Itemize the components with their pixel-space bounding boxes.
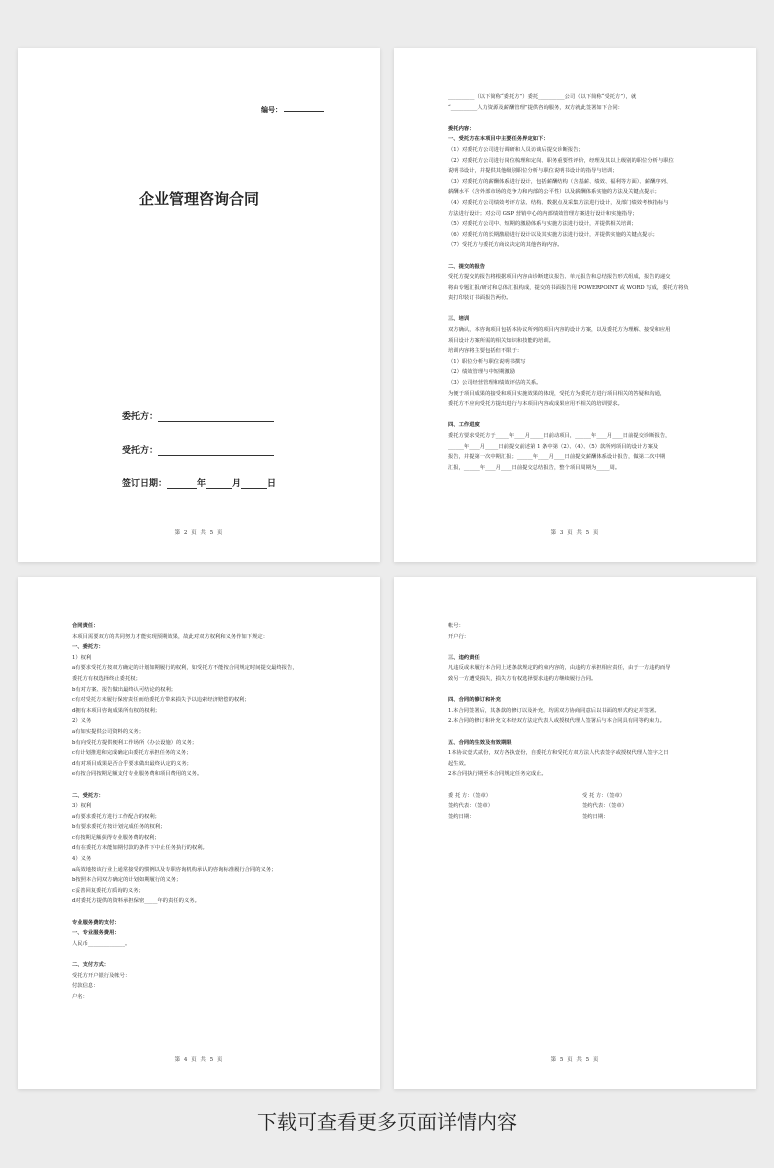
text-line: 委托方不应向受托方提出进行与本项目内容或成果应用不相关的培训要求。 (448, 401, 623, 408)
section-heading: 五、合同的生效及有效期限 (448, 739, 512, 746)
contract-number (261, 105, 324, 115)
text-line: 薪酬水平（含外部市场的竞争力和内部的公平性）以及薪酬体系实施的方法及关键点提示； (448, 189, 660, 196)
text-line: a有要求委托方进行工作配合的权利； (72, 813, 160, 820)
text-line: 帐号： (448, 623, 464, 629)
section-heading: 三、培训 (448, 316, 470, 323)
text-line: “__________人力资源及薪酬管理”提供咨询服务，双方就此签署如下合同： (448, 104, 623, 111)
section-heading: 四、工作进度 (448, 422, 480, 429)
text-line: 说明书设计，并提供其他级别职位分析与职位说明书设计的指导与培训； (448, 168, 618, 175)
text-line: （4）对委托方公司绩效考评方法、结构、数据点及采集方法进行设计，及部门绩效考核指标与 (448, 199, 669, 206)
text-line: （6）对委托方的长期激励进行设计以及其实施方法进行设计，并提供实施的关键点提示； (448, 231, 658, 238)
text-line: c有计划推进和完成确定由委托方承担任务的义务； (72, 750, 192, 757)
text-line: 受托方开户银行及帐号： (72, 972, 131, 979)
text-line: c有按期足额获得专业服务费的权利； (72, 834, 160, 841)
client-field (122, 409, 274, 422)
spacer (448, 251, 716, 262)
contract-page-4 (18, 577, 380, 1089)
section-heading: 一、专业服务费用： (72, 930, 120, 937)
text-line: c妥善回复委托方质询的义务； (72, 887, 144, 894)
signature-block (448, 791, 716, 823)
text-line: 委托方有权选择终止委托权； (72, 675, 141, 682)
text-line: __________（以下简称“委托方”）委托__________公司（以下简称“受托方”），就 (448, 94, 637, 100)
page-body (72, 621, 340, 1002)
text-line: 3）权利 (72, 803, 92, 810)
signature-line: 签约日期： (582, 813, 609, 820)
spacer (448, 780, 716, 791)
section-heading: 二、受托方： (72, 792, 104, 799)
text-line: 户名： (72, 993, 88, 1000)
agent-field (122, 443, 274, 456)
text-line: d有对项目成果是否合乎要求做出最终认定的义务； (72, 760, 192, 767)
text-line: （5）对委托方公司中、短期的激励体系与实施方法进行设计，并提供相关培训； (448, 221, 637, 228)
text-line: 1本协议壹式贰份，双方各执壹份，自委托方和受托方双方法人代表签字或授权代理人签字之日 (448, 750, 669, 757)
download-caption: 下载可查看更多页面详情内容 (257, 1110, 517, 1134)
text-line: 汇报，______年____月____日前提交总结报告，整个项目周期为_____周。 (448, 464, 621, 471)
text-line: 双方确认，本咨询项目包括本协议所列的项目内容的设计方案，以及委托方为理解、接受和应用 (448, 327, 671, 334)
spacer (448, 685, 716, 696)
text-line: 本项目需要双方的共同努力才能实现预期效果，故此对双方权利和义务作如下规定： (72, 633, 268, 640)
sign-date-field (122, 476, 276, 489)
contract-title: 企业管理咨询合同 (138, 190, 259, 208)
spacer (448, 113, 716, 124)
text-line: 2）义务 (72, 718, 92, 725)
text-line: c有对受托方未履行保密责任而给委托方带来损失予以追索经济赔偿的权利； (72, 697, 250, 704)
text-line: 1.本合同签署后，其条款的修订以及补充，均需双方协商同意后以书面的形式约定并签署。 (448, 707, 660, 714)
page-footer: 第 2 页 共 5 页 (174, 530, 224, 536)
text-line: a高效地按该行业上通常接受的惯例以及专职咨询机构承认的咨询标准履行合同的义务； (72, 866, 277, 873)
spacer (448, 727, 716, 738)
text-line: （2）对委托方公司进行岗位梳理和定岗、职务重要性评价，经理及其以上级别的职位分析与职位 (448, 157, 674, 164)
client-label: 委托方： (122, 412, 159, 422)
text-line: 4）义务 (72, 856, 92, 863)
spacer (72, 907, 340, 918)
page-footer: 第 4 页 共 5 页 (174, 1057, 224, 1063)
page-body (448, 92, 716, 473)
text-line: 委托方要求受托方于_____年____月_____日前动项目，______年____月____日前提交诊断报告， (448, 433, 671, 439)
text-line: （1）对委托方公司进行调研和人员访谈后提交诊断报告； (448, 146, 584, 153)
signature-line: 签约日期： (448, 813, 475, 820)
text-line: （3）公司经营管理和绩效评估的关系。 (448, 380, 542, 387)
text-line: （7）受托方与委托方商议决定的其他咨询内容。 (448, 242, 563, 249)
text-line: 2本合同执行期至本合同规定任务完成止。 (448, 771, 547, 778)
section-heading: 专业服务费的支付： (72, 919, 120, 926)
text-line: b有要求委托方按计划完成任务的权利； (72, 824, 166, 831)
signature-line: 签约代表：（签章） (582, 803, 628, 810)
signature-line: 受 托 方：（签章） (582, 792, 626, 799)
text-line: 报告，并提第一次中期汇报；______年____月____日前提交薪酬体系设计报告，做第二次中期 (448, 454, 666, 461)
signature-line: 委 托 方：（签章） (448, 792, 492, 799)
text-line: 1）权利 (72, 654, 92, 661)
text-line: ______年____月_____日前提交前述第 1 条中第（2）、（4）、（5）款所列项目的设计方案及 (448, 443, 659, 450)
text-line: 凡违反或未履行本合同上述条款规定的约束内容的，由违约方承担相应责任，由于一方违约而导 (448, 665, 671, 672)
text-line: b按照本合同双方确定的计划如期履行的义务； (72, 877, 182, 884)
text-line: d对委托方提供的资料承担保密_____年的责任的义务。 (72, 898, 200, 905)
text-line: 为便于项目成果的接受和项目实施效果的体现，受托方为委托方进行项目相关的答疑和沟通， (448, 390, 666, 397)
text-line: 项目设计方案所需的相关知识和技能的培训。 (448, 337, 554, 344)
day-label: 日 (267, 479, 277, 489)
section-heading: 一、委托方： (72, 644, 104, 651)
cover-page (18, 48, 380, 562)
text-line: （1）职位分析与职位说明书撰写 (448, 358, 526, 365)
text-line: d有在委托方未能如期付款的条件下中止任务执行的权利。 (72, 845, 208, 852)
section-heading: 合同责任： (72, 623, 99, 629)
sign-date-label: 签订日期： (122, 479, 168, 489)
text-line: a有要求受托方按双方确定的计划如期履行的权利，如受托方不能按合同规定时间提交最终报告， (72, 665, 298, 672)
year-label: 年 (197, 479, 207, 489)
text-line: 人民币______________。 (72, 940, 131, 947)
contract-page-5 (394, 577, 756, 1089)
client-signature (448, 791, 582, 823)
spacer (72, 780, 340, 791)
section-heading: 三、违约责任 (448, 654, 480, 661)
text-line: 将由专题汇报/研讨和总体汇报构成，提交的书面报告用 POWERPOINT 或 WORD 写成，委托方将负 (448, 284, 689, 291)
section-heading: 四、合同的修订和补充 (448, 697, 501, 704)
text-line: （2）绩效管理与中短期激励 (448, 369, 515, 376)
agent-signature (582, 791, 716, 823)
text-line: 方法进行设计；对公司 GSP 营销中心的内部绩效管理方案进行设计和实施指导； (448, 210, 638, 217)
spacer (72, 949, 340, 960)
contract-page-3 (394, 48, 756, 562)
spacer (448, 642, 716, 653)
contract-number-label: 编号： (261, 105, 282, 114)
agent-label: 受托方： (122, 446, 159, 456)
signature-line: 签约代表：（签章） (448, 803, 494, 810)
spacer (448, 410, 716, 421)
section-heading: 二、支付方式： (72, 962, 110, 968)
text-line: 致另一方遭受损失，损失方有权选择要求违约方继续履行合同。 (448, 675, 597, 682)
section-heading: 委托内容： (448, 125, 475, 132)
section-heading: 一、受托方在本项目中主要任务界定如下： (448, 136, 549, 143)
text-line: （3）对委托方的薪酬体系进行设计，包括薪酬结构（含基薪、绩效、福利等方面）、薪酬序列、 (448, 178, 672, 185)
text-line: 培训内容将主要包括但不限于： (448, 348, 523, 355)
text-line: 起生效。 (448, 760, 470, 767)
section-heading: 二、提交的报告 (448, 263, 486, 270)
text-line: 开户行： (448, 633, 470, 640)
text-line: 付款信息： (72, 983, 99, 990)
text-line: b有对方案、报告做出最终认可结论的权利； (72, 686, 177, 693)
page-footer: 第 5 页 共 5 页 (550, 1057, 600, 1063)
text-line: b有向受托方提供便利工作场所（办公设施）的义务； (72, 739, 198, 746)
text-line: d拥有本项目咨询成果所有权的权利； (72, 707, 161, 714)
spacer (448, 304, 716, 315)
text-line: 受托方提交的报告将根据项目内容由诊断建议报告、单元报告和总结报告形式组成，报告的递交 (448, 274, 671, 281)
text-line: a有如实提供公司资料的义务； (72, 728, 145, 735)
text-line: e有按合同按期足额支付专业服务费和项目费用的义务。 (72, 771, 203, 778)
page-footer: 第 3 页 共 5 页 (550, 530, 600, 536)
text-line: 责打印装订书面报告两份。 (448, 295, 512, 302)
month-label: 月 (232, 479, 242, 489)
text-line: 2.本合同的修订和补充文本经双方法定代表人或授权代理人签署后与本合同具有同等约束力。 (448, 718, 665, 725)
page-body (448, 621, 716, 822)
